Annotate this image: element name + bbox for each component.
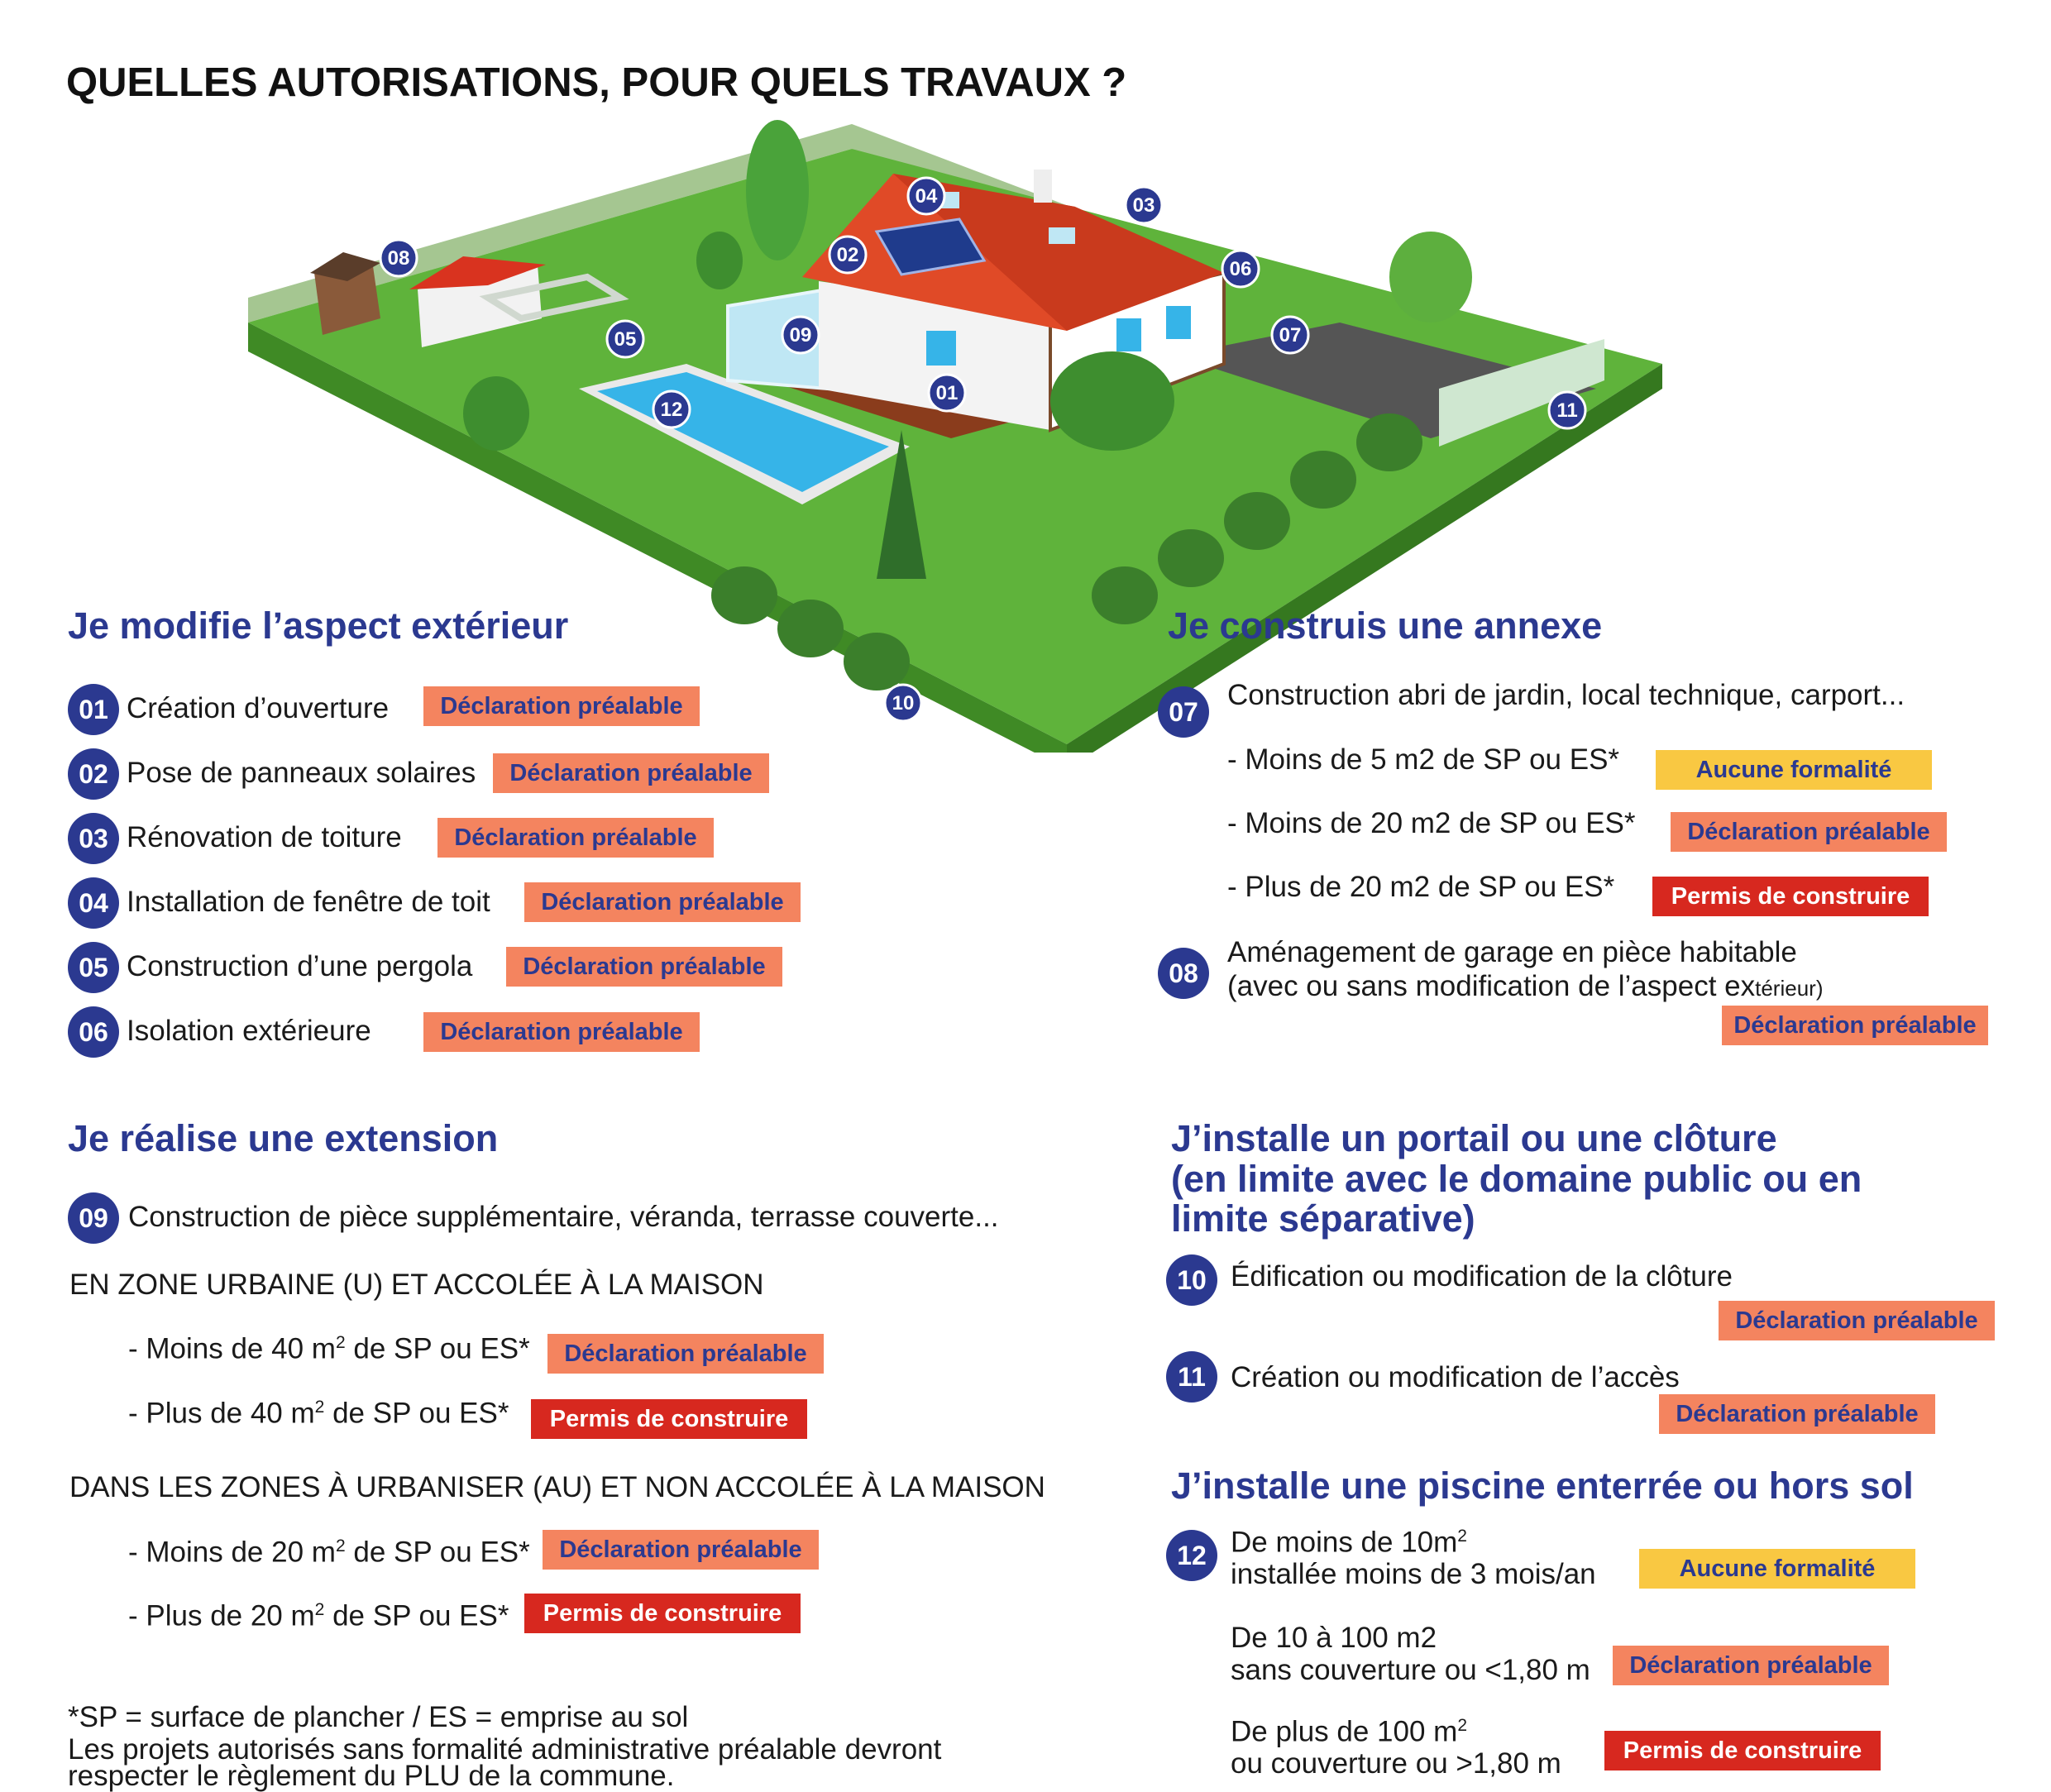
marker-03 [1126,187,1162,223]
item-07-row-2-label: - Moins de 20 m2 de SP ou ES* [1227,807,1636,839]
page-title: QUELLES AUTORISATIONS, POUR QUELS TRAVAUX ? [66,60,1127,105]
item-02-label: Pose de panneaux solaires [127,757,476,789]
svg-text:08: 08 [387,247,410,270]
item-11-badge: Déclaration préalable [1659,1394,1935,1434]
house-window [926,331,956,366]
svg-text:01: 01 [935,382,959,404]
item-05-badge: Déclaration préalable [506,947,782,987]
cypress-tree [746,120,809,260]
piscine-row-2-line-1: De 10 à 100 m2 [1231,1622,1437,1654]
marker-11 [1549,392,1585,428]
piscine-row-2-line-2: sans couverture ou <1,80 m [1231,1654,1590,1686]
footnote-line-3: respecter le règlement du PLU de la commune. [68,1760,675,1792]
item-07-row-2-badge: Déclaration préalable [1671,812,1947,852]
zone-au-row-1-label: - Moins de 20 $m^2$ de SP ou ES* [128,1536,530,1569]
tree-left [463,376,529,451]
item-01-label: Création d’ouverture [127,692,390,724]
item-02-badge: Déclaration préalable [493,753,769,793]
extension-heading: Je réalise une extension [68,1117,499,1159]
item-03-number: 03 [68,813,119,864]
piscine-row-3-line-1: De plus de 100 $m^2$ [1231,1715,1468,1748]
item-01-badge: Déclaration préalable [423,686,700,726]
item-08-line-1: Aménagement de garage en pièce habitable [1227,936,1797,968]
svg-text:09: 09 [789,324,812,346]
piscine-row-2-badge: Déclaration préalable [1613,1646,1889,1685]
svg-text:07: 07 [1279,324,1302,346]
item-04-label: Installation de fenêtre de toit [127,886,490,918]
zone-au-row-2-badge: Permis de construire [524,1594,801,1633]
item-09-label: Construction de pièce supplémentaire, véranda, terrasse couverte... [128,1201,999,1233]
annexe-heading: Je construis une annexe [1168,605,1603,647]
piscine-row-1-badge: Aucune formalité [1639,1549,1915,1589]
piscine-row-1-line-1: De moins de $10m^2$ [1231,1526,1467,1559]
svg-text:03: 03 [1132,194,1155,217]
item-10-label: Édification ou modification de la clôture [1231,1260,1733,1293]
marker-01 [929,375,965,411]
piscine-row-3-line-2: ou couverture ou >1,80 m [1231,1747,1561,1780]
item-11-label: Création ou modification de l’accès [1231,1361,1680,1393]
svg-text:11: 11 [1556,399,1578,422]
cloture-heading-line-1: J’installe un portail ou une clôture [1171,1117,1777,1159]
house-illustration [240,116,1695,753]
item-10-badge: Déclaration préalable [1719,1301,1995,1340]
marker-09 [782,317,819,353]
item-04-badge: Déclaration préalable [524,882,801,922]
item-05-number: 05 [68,942,119,993]
bush [696,232,743,289]
item-10-number: 10 [1166,1254,1217,1306]
item-08-line-2: (avec ou sans modification de l’aspect extérieur) [1227,970,1824,1002]
svg-text:06: 06 [1229,258,1252,280]
zone-u-row-1-badge: Déclaration préalable [547,1334,824,1374]
marker-06 [1222,251,1259,287]
item-06-label: Isolation extérieure [127,1015,371,1047]
fruit-tree [1050,351,1174,451]
item-02-number: 02 [68,748,119,800]
item-07-number: 07 [1158,686,1209,738]
piscine-row-3-badge: Permis de construire [1604,1731,1881,1770]
item-01-number: 01 [68,684,119,735]
item-03-label: Rénovation de toiture [127,821,402,853]
item-12-number: 12 [1166,1530,1217,1581]
item-07-row-3-label: - Plus de 20 m2 de SP ou ES* [1227,871,1615,903]
zone-u-row-2-badge: Permis de construire [531,1399,807,1439]
zone-u-row-1-label: - Moins de 40 $m^2$ de SP ou ES* [128,1332,530,1365]
item-08-number: 08 [1158,948,1209,999]
footnote-line-2: Les projets autorisés sans formalité administrative préalable devront [68,1733,942,1766]
marker-07 [1272,317,1308,353]
marker-08 [380,240,417,276]
marker-05 [607,321,643,357]
aspect-heading: Je modifie l’aspect extérieur [68,605,569,647]
item-11-number: 11 [1166,1351,1217,1403]
item-09-number: 09 [68,1192,119,1244]
zone-au-row-2-label: - Plus de 20 $m^2$ de SP ou ES* [128,1599,509,1632]
svg-text:04: 04 [915,185,938,208]
zone-au-row-1-badge: Déclaration préalable [543,1530,819,1570]
house-window-side-1 [1116,318,1141,351]
house-window-side-2 [1166,306,1191,339]
svg-text:10: 10 [892,692,915,714]
item-06-number: 06 [68,1006,119,1058]
roof-window-2 [1049,227,1075,244]
item-04-number: 04 [68,877,119,929]
marker-02 [829,237,866,273]
svg-text:05: 05 [614,328,637,351]
cloture-heading-line-3: limite séparative) [1171,1197,1475,1240]
svg-text:02: 02 [836,244,859,266]
zone-u-row-2-label: - Plus de 40 $m^2$ de SP ou ES* [128,1397,509,1430]
marker-10 [885,685,921,721]
item-08-badge: Déclaration préalable [1722,1006,1988,1045]
item-07-row-1-badge: Aucune formalité [1656,750,1932,790]
zone-au-heading: DANS LES ZONES À URBANISER (AU) ET NON ACCOLÉE À LA MAISON [69,1471,1045,1503]
marker-12 [653,391,690,428]
cloture-heading-line-2: (en limite avec le domaine public ou en [1171,1158,1862,1200]
item-06-badge: Déclaration préalable [423,1012,700,1052]
svg-text:12: 12 [660,399,683,421]
round-tree [1389,232,1472,323]
item-03-badge: Déclaration préalable [437,818,714,858]
chimney [1034,170,1052,203]
item-05-label: Construction d’une pergola [127,950,473,982]
piscine-row-1-line-2: installée moins de 3 mois/an [1231,1558,1596,1590]
item-07-row-3-badge: Permis de construire [1652,877,1929,916]
marker-04 [908,178,944,214]
footnote-line-1: *SP = surface de plancher / ES = emprise au sol [68,1701,689,1733]
item-07-row-1-label: - Moins de 5 m2 de SP ou ES* [1227,743,1620,776]
item-07-label: Construction abri de jardin, local technique, carport... [1227,679,1905,711]
piscine-heading: J’installe une piscine enterrée ou hors sol [1171,1465,1914,1507]
zone-u-heading: EN ZONE URBAINE (U) ET ACCOLÉE À LA MAISON [69,1269,764,1301]
